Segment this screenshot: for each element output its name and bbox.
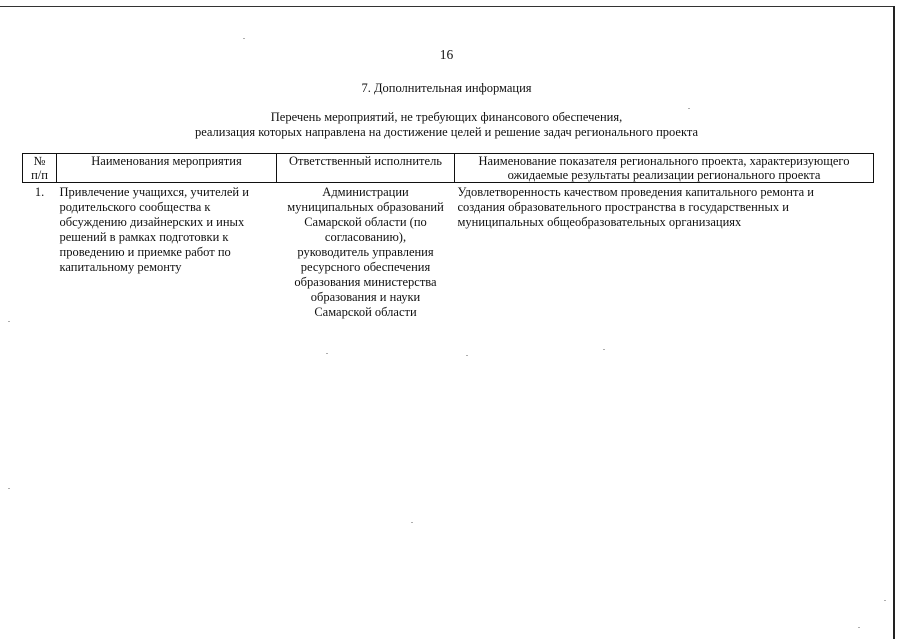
scan-speck [8, 321, 10, 322]
scan-speck [884, 600, 886, 601]
scan-speck [326, 353, 328, 354]
header-indicator: Наименование показателя регионального проекта, характеризующего ожидаемые результаты реализации регионального проекта [455, 154, 874, 183]
section-title: 7. Дополнительная информация [361, 81, 532, 95]
subtitle-line: Перечень мероприятий, не требующих финансового обеспечения, [270, 110, 623, 124]
page-right-edge [893, 6, 895, 639]
page-top-edge [0, 6, 893, 7]
header-num: № п/п [23, 154, 57, 183]
scan-speck [411, 522, 413, 523]
row-number: 1. [34, 185, 45, 199]
indicator-cell: Удовлетворенность качеством проведения капитального ремонта и создания образовательного пространства в государственных и муниципальных общеобразовательных организациях [457, 185, 814, 229]
list-subtitle [0, 110, 893, 139]
scan-speck [8, 488, 10, 489]
activity-cell: Привлечение учащихся, учителей и родительского сообщества к обсуждению дизайнерских и иных решений в рамках подготовки к проведению и приемке работ по капитальному ремонту [59, 185, 249, 274]
page-number: 16 [439, 47, 454, 62]
scan-speck [243, 38, 245, 39]
scan-speck [858, 627, 860, 628]
header-responsible: Ответственный исполнитель [277, 154, 455, 183]
scan-speck [603, 349, 605, 350]
scan-speck [466, 355, 468, 356]
header-activity: Наименования мероприятия [57, 154, 277, 183]
events-table [22, 153, 874, 320]
scan-speck [688, 108, 690, 109]
table-row [23, 183, 874, 321]
table-header-row [23, 154, 874, 183]
subtitle-line: реализация которых направлена на достижение целей и решение задач регионального проекта [194, 124, 699, 139]
responsible-cell: Администрации муниципальных образований Самарской области (по согласованию), руководитель управления ресурсного обеспечения образования министерства образования и науки Самарской области [287, 185, 444, 319]
